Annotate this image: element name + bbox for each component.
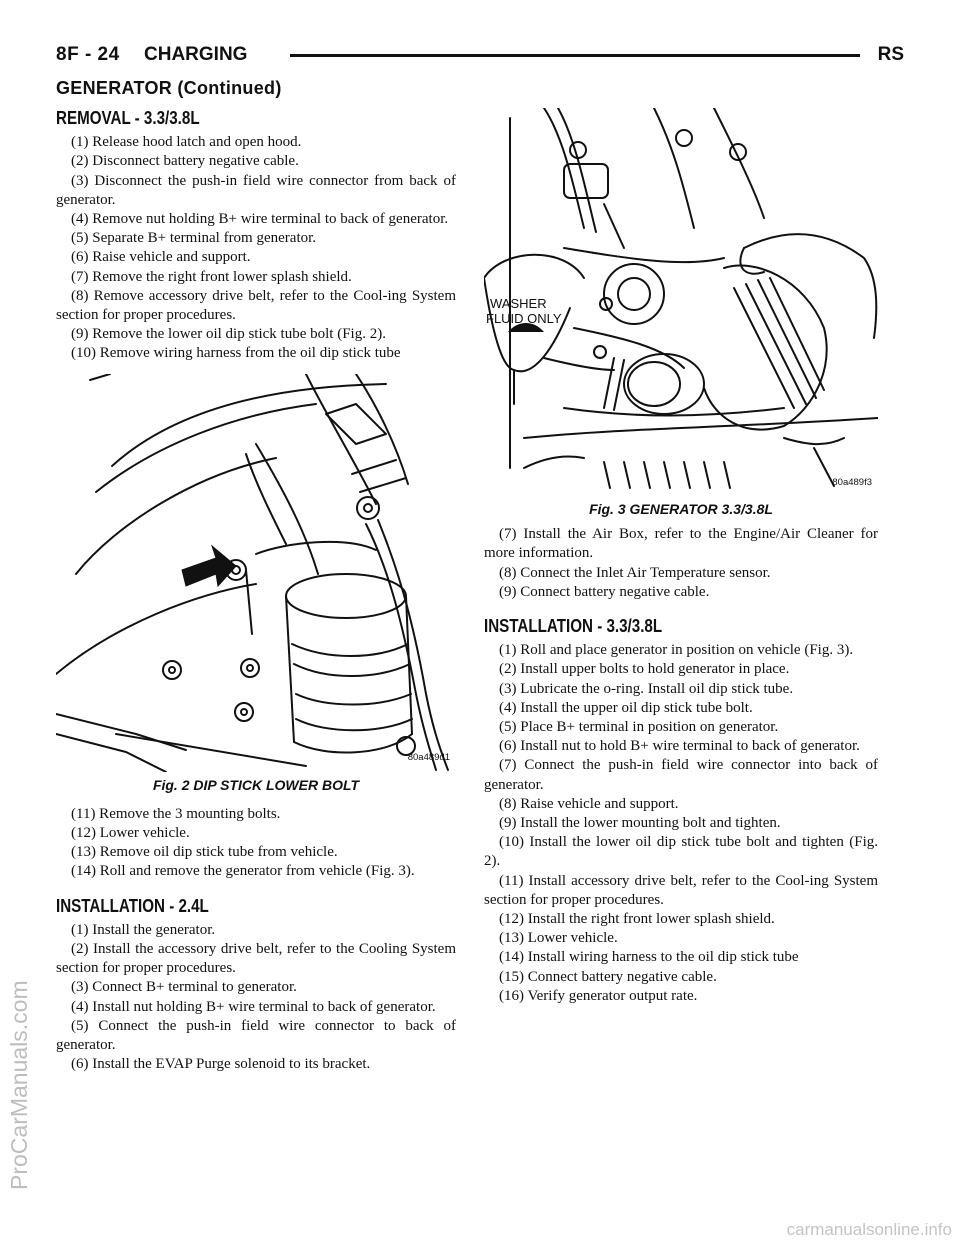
right-column (484, 108, 878, 1006)
step: (1) Release hood latch and open hood. (71, 134, 302, 151)
step: (11) Install accessory drive belt, refer to the Cool-ing System section for proper procedures. (484, 872, 878, 908)
generator-illustration (484, 108, 878, 496)
running-head: GENERATOR (Continued) (56, 78, 282, 98)
step: (4) Install nut holding B+ wire terminal to back of generator. (71, 998, 436, 1015)
pointer-arrow-icon (182, 546, 236, 586)
step: (5) Connect the push-in field wire connector to back of generator. (56, 1017, 456, 1054)
step: (15) Connect battery negative cable. (499, 968, 717, 985)
removal-steps (56, 133, 456, 363)
install-33-heading: INSTALLATION - 3.3/3.8L (484, 615, 663, 637)
step: (5) Place B+ terminal in position on generator. (499, 719, 779, 736)
step: (12) Install the right front lower splash shield. (499, 911, 775, 928)
step: (10) Remove wiring harness from the oil dip stick tube (71, 345, 401, 362)
figure-2-caption: Fig. 2 DIP STICK LOWER BOLT (152, 776, 360, 793)
step: (8) Remove accessory drive belt, refer to the Cool-ing System section for proper procedures. (56, 287, 456, 324)
figure-code: 80a489d1 (407, 752, 450, 764)
figure-3 (484, 108, 878, 496)
step: (13) Remove oil dip stick tube from vehicle. (71, 844, 338, 861)
washer-label: WASHER (490, 296, 547, 311)
step: (4) Install the upper oil dip stick tube bolt. (499, 699, 753, 716)
step: (10) Install the lower oil dip stick tube bolt and tighten (Fig. 2). (484, 834, 878, 870)
removal-heading: REMOVAL - 3.3/3.8L (56, 107, 200, 128)
step: (5) Separate B+ terminal from generator. (71, 230, 317, 247)
step: (1) Roll and place generator in position on vehicle (Fig. 3). (499, 642, 854, 659)
step: (12) Lower vehicle. (71, 825, 190, 842)
section-title: CHARGING (144, 44, 248, 65)
figure-3-caption: Fig. 3 GENERATOR 3.3/3.8L (589, 501, 773, 517)
install-33-steps (484, 641, 878, 1006)
step: (8) Raise vehicle and support. (499, 795, 679, 812)
step: (7) Install the Air Box, refer to the Engine/Air Cleaner for more information. (484, 526, 878, 562)
install-24-steps (56, 921, 456, 1075)
step: (3) Lubricate the o-ring. Install oil dip stick tube. (499, 680, 794, 697)
step: (6) Install the EVAP Purge solenoid to its bracket. (71, 1056, 371, 1073)
step: (2) Install the accessory drive belt, refer to the Cooling System section for proper procedures. (56, 941, 456, 977)
left-column (56, 108, 456, 1074)
step: (14) Install wiring harness to the oil dip stick tube (499, 949, 799, 966)
step: (8) Connect the Inlet Air Temperature sensor. (499, 564, 771, 581)
step: (1) Install the generator. (71, 921, 216, 938)
footer-watermark: carmanualsonline.info (786, 1220, 952, 1239)
model-code: RS (877, 44, 904, 65)
step: (11) Remove the 3 mounting bolts. (71, 805, 281, 822)
page-header (56, 44, 904, 72)
step: (4) Remove nut holding B+ wire terminal to back of generator. (71, 211, 449, 228)
step: (9) Install the lower mounting bolt and tighten. (499, 815, 781, 832)
figure-2 (56, 374, 456, 772)
step: (16) Verify generator output rate. (499, 987, 698, 1004)
step: (14) Roll and remove the generator from vehicle (Fig. 3). (71, 863, 415, 880)
step: (13) Lower vehicle. (499, 930, 618, 947)
step: (9) Connect battery negative cable. (499, 583, 710, 600)
header-rule (290, 54, 860, 57)
step: (7) Connect the push-in field wire connector into back of generator. (484, 757, 878, 793)
step: (2) Install upper bolts to hold generator in place. (499, 661, 790, 678)
step: (6) Install nut to hold B+ wire terminal to back of generator. (499, 738, 860, 755)
step: (7) Remove the right front lower splash shield. (71, 268, 352, 285)
side-watermark: ProCarManuals.com (6, 980, 32, 1190)
step: (9) Remove the lower oil dip stick tube bolt (Fig. 2). (71, 326, 386, 343)
figure-code: 80a489f3 (832, 476, 872, 488)
dip-stick-illustration (56, 374, 456, 772)
step: (3) Connect B+ terminal to generator. (71, 979, 297, 996)
step: (6) Raise vehicle and support. (71, 249, 251, 266)
page-number: 8F - 24 (56, 44, 120, 65)
step: (2) Disconnect battery negative cable. (71, 153, 299, 170)
install-24-heading: INSTALLATION - 2.4L (56, 894, 209, 916)
install-24-steps-continued (484, 525, 878, 602)
step: (3) Disconnect the push-in field wire connector from back of generator. (56, 172, 456, 208)
removal-steps-continued (56, 805, 456, 882)
fluid-only-label: FLUID ONLY (486, 311, 562, 326)
